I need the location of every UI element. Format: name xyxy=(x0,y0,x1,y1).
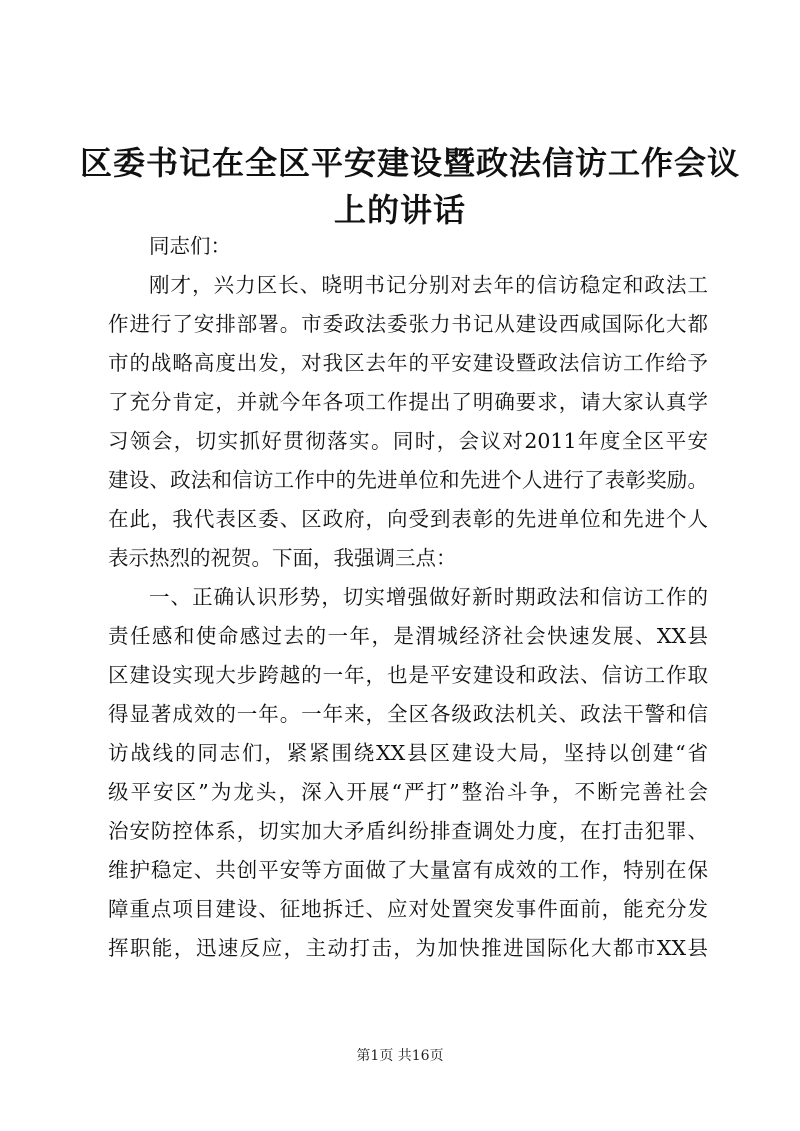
body-line: 了充分肯定，并就今年各项工作提出了明确要求，请大家认真学 xyxy=(108,390,708,414)
body-line: 治安防控体系，切实加大矛盾纠纷排查调处力度，在打击犯罪、 xyxy=(108,819,708,843)
body-line: 级平安区”为龙头，深入开展“严打”整治斗争，不断完善社会 xyxy=(108,780,708,804)
page-number-footer: 第1页 共16页 xyxy=(356,1048,444,1064)
body-line: 区建设实现大步跨越的一年，也是平安建设和政法、信访工作取 xyxy=(108,663,708,687)
body-line: 市的战略高度出发，对我区去年的平安建设暨政法信访工作给予 xyxy=(108,351,708,375)
body-line: 挥职能，迅速反应，主动打击，为加快推进国际化大都市XX县 xyxy=(108,936,708,960)
body-line: 访战线的同志们，紧紧围绕XX县区建设大局，坚持以创建“省 xyxy=(108,741,708,765)
body-line: 作进行了安排部署。市委政法委张力书记从建设西咸国际化大都 xyxy=(108,312,708,336)
body-line: 表示热烈的祝贺。下面，我强调三点： xyxy=(108,546,457,570)
body-line: 刚才，兴力区长、晓明书记分别对去年的信访稳定和政法工 xyxy=(149,273,708,297)
salutation: 同志们： xyxy=(149,234,231,258)
body-line: 维护稳定、共创平安等方面做了大量富有成效的工作，特别在保 xyxy=(108,858,708,882)
body-line: 在此，我代表区委、区政府，向受到表彰的先进单位和先进个人 xyxy=(108,507,708,531)
document-title xyxy=(80,140,741,234)
body-line: 障重点项目建设、征地拆迁、应对处置突发事件面前，能充分发 xyxy=(108,897,708,921)
title-line-1: 区委书记在全区平安建设暨政法信访工作会议 xyxy=(80,144,741,182)
body-line: 习领会，切实抓好贯彻落实。同时，会议对2011年度全区平安 xyxy=(108,429,708,453)
section-heading-line: 一、正确认识形势，切实增强做好新时期政法和信访工作的 xyxy=(149,585,708,609)
body-line: 建设、政法和信访工作中的先进单位和先进个人进行了表彰奖励。 xyxy=(108,468,708,492)
title-line-2: 上的讲话 xyxy=(333,191,466,229)
body-line: 得显著成效的一年。一年来，全区各级政法机关、政法干警和信 xyxy=(108,702,708,726)
body-line: 责任感和使命感过去的一年，是渭城经济社会快速发展、XX县 xyxy=(108,624,708,648)
document-body xyxy=(108,227,708,968)
